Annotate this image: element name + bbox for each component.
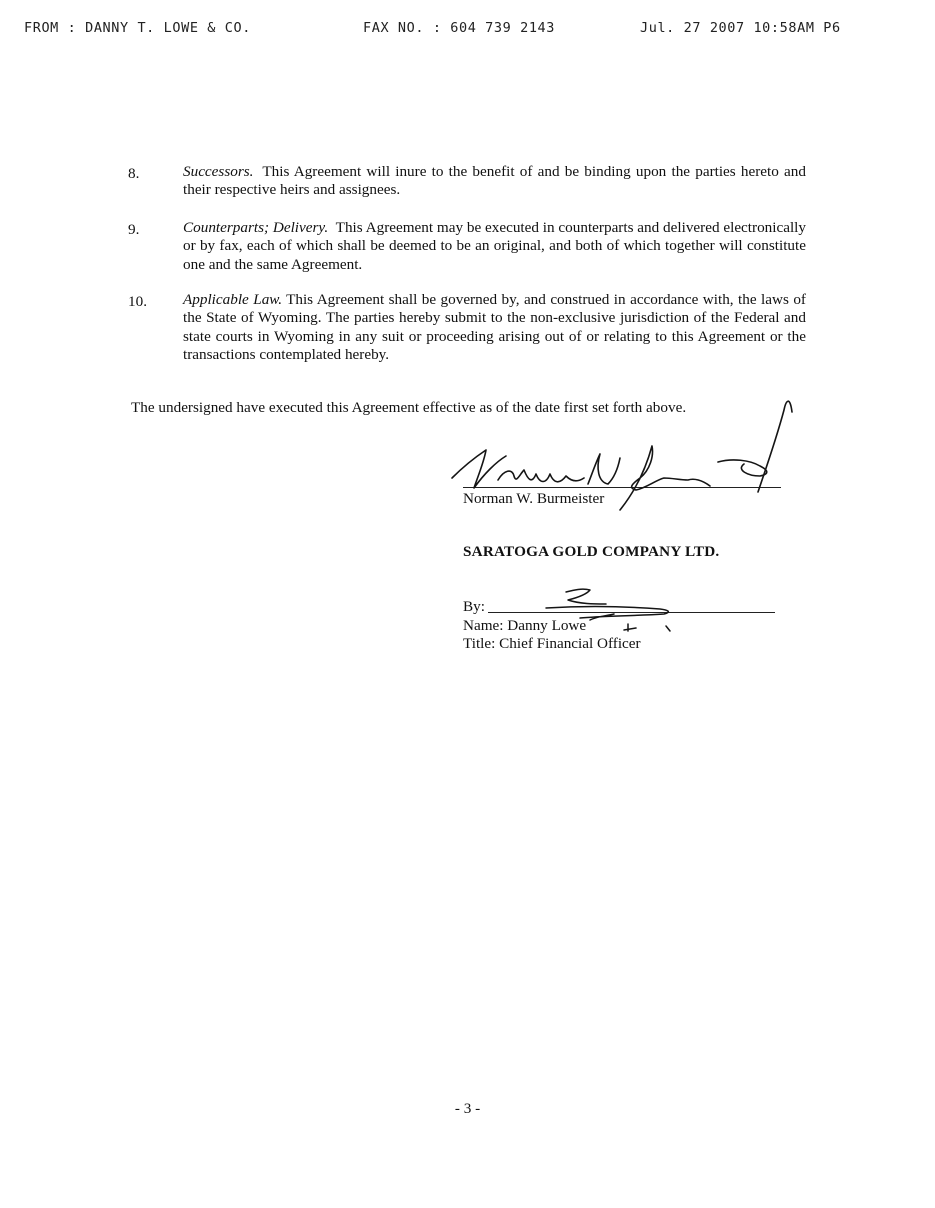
section-body (183, 163, 806, 200)
closing-statement: The undersigned have executed this Agreement effective as of the date first set forth above. (131, 399, 687, 416)
signatory-name: Norman W. Burmeister (463, 490, 605, 507)
section-number: 8. (128, 165, 140, 182)
section-body (183, 291, 806, 365)
section-text: This Agreement may be executed in counterparts and delivered electronically or by fax, each of which shall be deemed to be an original, and both of which together will constitute one and the same Agreement. (183, 219, 806, 273)
by-signature-line (488, 612, 775, 613)
signature-line (463, 487, 781, 488)
section-heading: Counterparts; Delivery. (183, 219, 329, 236)
fax-header (0, 20, 935, 40)
signatory-title-line: Title: Chief Financial Officer (463, 635, 641, 652)
company-name: SARATOGA GOLD COMPANY LTD. (463, 543, 720, 560)
fax-date-page: Jul. 27 2007 10:58AM P6 (640, 20, 841, 36)
section-text: This Agreement shall be governed by, and construed in accordance with, the laws of the State of Wyoming. The parties hereby submit to the non-exclusive jurisdiction of the Federal and state courts in Wyoming in any suit or proceeding arising out of or relating to this Agreement or the transactions contemplated hereby. (183, 291, 806, 364)
section-body (183, 219, 806, 274)
section-heading: Applicable Law. (183, 291, 283, 308)
fax-from: FROM : DANNY T. LOWE & CO. (24, 20, 251, 36)
section-number: 10. (128, 293, 147, 310)
page-number: - 3 - (454, 1100, 481, 1117)
section-heading: Successors. (183, 163, 254, 180)
by-label: By: (463, 598, 485, 615)
section-text: This Agreement will inure to the benefit of and be binding upon the parties hereto and their respective heirs and assignees. (183, 163, 806, 199)
fax-number: FAX NO. : 604 739 2143 (363, 20, 556, 36)
signatory-name-line: Name: Danny Lowe (463, 617, 587, 634)
section-number: 9. (128, 221, 140, 238)
